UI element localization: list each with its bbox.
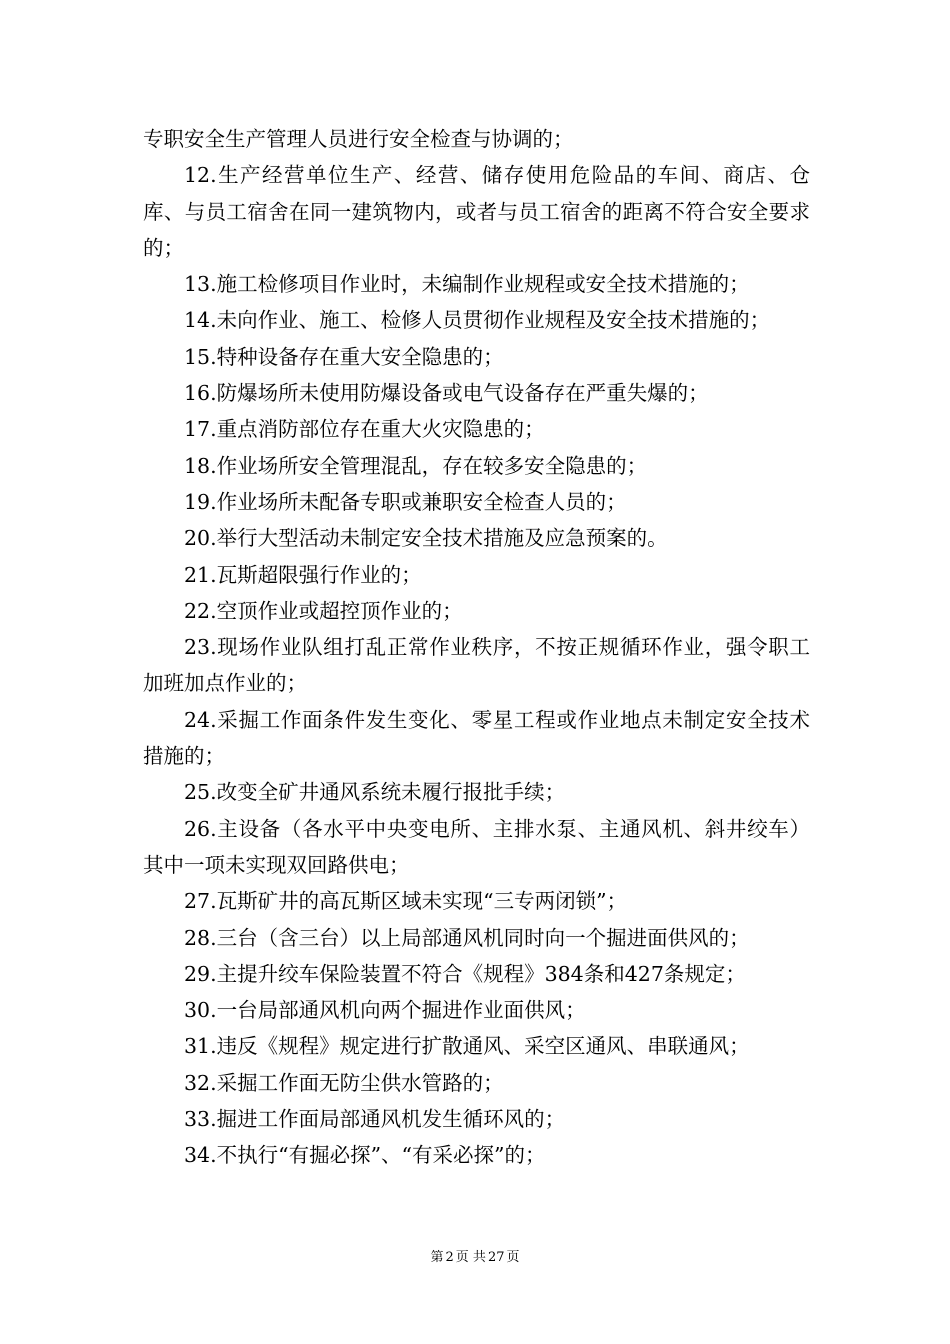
page-footer	[0, 1250, 950, 1266]
paragraph-item-16: 16.防爆场所未使用防爆设备或电气设备存在严重失爆的；	[184, 381, 709, 406]
footer-total-pages: 27	[487, 1250, 505, 1265]
paragraph-item-24: 24.采掘工作面条件发生变化、零星工程或作业地点未制定安全技术措施的；	[143, 707, 810, 769]
paragraph-item-22: 22.空顶作业或超控顶作业的；	[184, 598, 463, 623]
paragraph-item-26: 26.主设备（各水平中央变电所、主排水泵、主通风机、斜井绞车）其中一项未实现双回路供电；	[143, 816, 810, 877]
paragraph-item-33: 33.掘进工作面局部通风机发生循环风的；	[184, 1107, 566, 1132]
paragraph-item-25: 25.改变全矿井通风系统未履行报批手续；	[184, 780, 566, 805]
paragraph-item-14: 14.未向作业、施工、检修人员贯彻作业规程及安全技术措施的；	[184, 308, 771, 333]
footer-middle: 页 共	[455, 1250, 486, 1265]
paragraph-item-15: 15.特种设备存在重大安全隐患的；	[184, 344, 504, 369]
paragraph-item-13: 13.施工检修项目作业时，未编制作业规程或安全技术措施的；	[184, 272, 750, 297]
document-body	[143, 121, 810, 1174]
paragraph-item-21: 21.瓦斯超限强行作业的；	[184, 562, 422, 587]
paragraph-item-31: 31.违反《规程》规定进行扩散通风、采空区通风、串联通风；	[184, 1034, 750, 1059]
paragraph-item-27: 27.瓦斯矿井的高瓦斯区域未实现“三专两闭锁”；	[184, 889, 628, 914]
paragraph-item-19: 19.作业场所未配备专职或兼职安全检查人员的；	[184, 489, 627, 514]
paragraph-item-12: 12.生产经营单位生产、经营、储存使用危险品的车间、商店、仓库、与员工宿舍在同一建筑物内，或者与员工宿舍的距离不符合安全要求的；	[143, 163, 810, 260]
paragraph-item-23: 23.现场作业队组打乱正常作业秩序，不按正规循环作业，强令职工加班加点作业的；	[143, 635, 810, 696]
paragraph-item-18: 18.作业场所安全管理混乱，存在较多安全隐患的；	[184, 453, 648, 478]
footer-current-page: 2	[445, 1250, 454, 1265]
paragraph-item-20: 20.举行大型活动未制定安全技术措施及应急预案的。	[184, 526, 668, 551]
paragraph-item-30: 30.一台局部通风机向两个掘进作业面供风；	[184, 998, 586, 1023]
paragraph-item-29: 29.主提升绞车保险装置不符合《规程》384条和427条规定；	[184, 961, 746, 986]
paragraph-item-28: 28.三台（含三台）以上局部通风机同时向一个掘进面供风的；	[184, 925, 750, 950]
footer-suffix: 页	[506, 1250, 520, 1265]
footer-prefix: 第	[430, 1250, 444, 1265]
paragraph-item-34: 34.不执行“有掘必探”、“有采必探”的；	[184, 1143, 546, 1168]
paragraph-item-17: 17.重点消防部位存在重大火灾隐患的；	[184, 417, 545, 442]
paragraph-1: 专职安全生产管理人员进行安全检查与协调的；	[143, 127, 574, 151]
paragraph-item-32: 32.采掘工作面无防尘供水管路的；	[184, 1070, 504, 1095]
